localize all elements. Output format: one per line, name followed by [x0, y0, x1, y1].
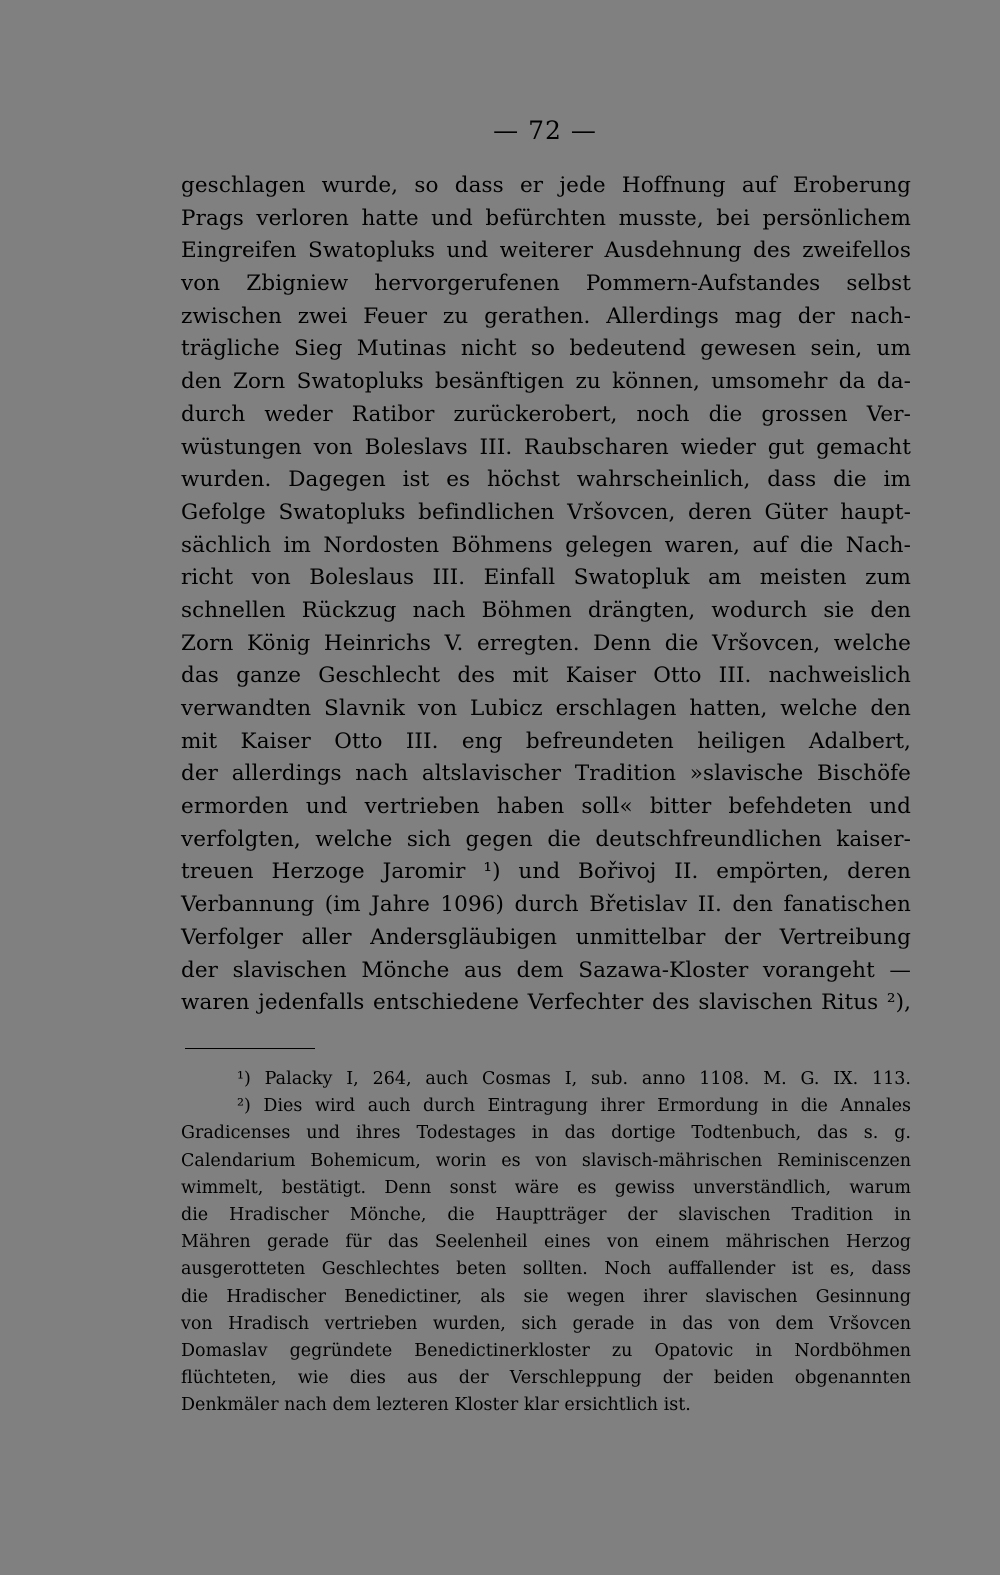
- text-line: den Zorn Swatopluks besänftigen zu können, umsomehr da da-: [181, 369, 911, 395]
- text-line: Eingreifen Swatopluks und weiterer Ausdehnung des zweifellos: [181, 238, 911, 264]
- text-line: treuen Herzoge Jaromir ¹) und Bořivoj II. empörten, deren: [181, 859, 911, 885]
- text-line: waren jedenfalls entschiedene Verfechter des slavischen Ritus ²),: [181, 990, 911, 1016]
- text-line: durch weder Ratibor zurückerobert, noch die grossen Ver-: [181, 401, 911, 427]
- text-line: Verbannung (im Jahre 1096) durch Břetislav II. den fanatischen: [181, 892, 911, 918]
- text-line: sächlich im Nordosten Böhmens gelegen waren, auf die Nach-: [181, 532, 911, 558]
- text-line: schnellen Rückzug nach Böhmen drängten, wodurch sie den: [181, 597, 911, 623]
- page-number: — 72 —: [493, 116, 597, 145]
- footnote-line: flüchteten, wie dies aus der Verschleppung der beiden obgenannten: [181, 1368, 911, 1389]
- text-line: Zorn König Heinrichs V. erregten. Denn die Vršovcen, welche: [181, 630, 911, 656]
- text-line: Prags verloren hatte und befürchten musste, bei persönlichem: [181, 205, 911, 231]
- footnote-line: wimmelt, bestätigt. Denn sonst wäre es gewiss unverständlich, warum: [181, 1177, 911, 1198]
- text-line: das ganze Geschlecht des mit Kaiser Otto III. nachweislich: [181, 663, 911, 689]
- footnote-line: Calendarium Bohemicum, worin es von slavisch-mährischen Reminiscenzen: [181, 1150, 911, 1171]
- footnote-divider: [185, 1048, 315, 1049]
- footnote-2: ²) Dies wird auch durch Eintragung ihrer Ermordung in die Annales: [237, 1096, 911, 1117]
- text-line: Gefolge Swatopluks befindlichen Vršovcen, deren Güter haupt-: [181, 499, 911, 525]
- footnote-line: die Hradischer Mönche, die Hauptträger der slavischen Tradition in: [181, 1204, 911, 1225]
- text-line: mit Kaiser Otto III. eng befreundeten heiligen Adalbert,: [181, 728, 911, 754]
- text-line: der slavischen Mönche aus dem Sazawa-Kloster vorangeht —: [181, 957, 911, 983]
- text-line: wüstungen von Boleslavs III. Raubscharen wieder gut gemacht: [181, 434, 911, 460]
- footnote-line: ausgerotteten Geschlechtes beten sollten. Noch auffallender ist es, dass: [181, 1259, 911, 1280]
- text-line: verwandten Slavnik von Lubicz erschlagen hatten, welche den: [181, 696, 911, 721]
- main-text: [181, 170, 911, 1020]
- footnotes: [181, 1066, 911, 1419]
- footnote-line: von Hradisch vertrieben wurden, sich gerade in das von dem Vršovcen: [181, 1313, 911, 1334]
- text-line: der allerdings nach altslavischer Tradition »slavische Bischöfe: [181, 761, 911, 787]
- text-line: von Zbigniew hervorgerufenen Pommern-Aufstandes selbst: [181, 271, 911, 297]
- footnote-line: die Hradischer Benedictiner, als sie wegen ihrer slavischen Gesinnung: [181, 1286, 911, 1307]
- text-line: verfolgten, welche sich gegen die deutschfreundlichen kaiser-: [181, 826, 911, 852]
- footnote-line: Denkmäler nach dem lezteren Kloster klar ersichtlich ist.: [181, 1395, 691, 1416]
- footnote-line: Domaslav gegründete Benedictinerkloster zu Opatovic in Nordböhmen: [181, 1340, 911, 1361]
- footnote-line: Gradicenses und ihres Todestages in das dortige Todtenbuch, das s. g.: [181, 1123, 911, 1144]
- text-line: richt von Boleslaus III. Einfall Swatopluk am meisten zum: [181, 565, 911, 591]
- footnote-line: Mähren gerade für das Seelenheil eines von einem mährischen Herzog: [181, 1232, 911, 1253]
- text-line: ermorden und vertrieben haben soll« bitter befehdeten und: [181, 794, 911, 820]
- text-line: zwischen zwei Feuer zu gerathen. Allerdings mag der nach-: [181, 303, 911, 329]
- footnote-1: ¹) Palacky I, 264, auch Cosmas I, sub. anno 1108. M. G. IX. 113.: [237, 1069, 911, 1089]
- text-line: geschlagen wurde, so dass er jede Hoffnung auf Eroberung: [181, 173, 911, 198]
- text-line: Verfolger aller Andersgläubigen unmittelbar der Vertreibung: [181, 924, 911, 950]
- text-line: wurden. Dagegen ist es höchst wahrscheinlich, dass die im: [181, 467, 911, 493]
- text-line: trägliche Sieg Mutinas nicht so bedeutend gewesen sein, um: [181, 336, 911, 362]
